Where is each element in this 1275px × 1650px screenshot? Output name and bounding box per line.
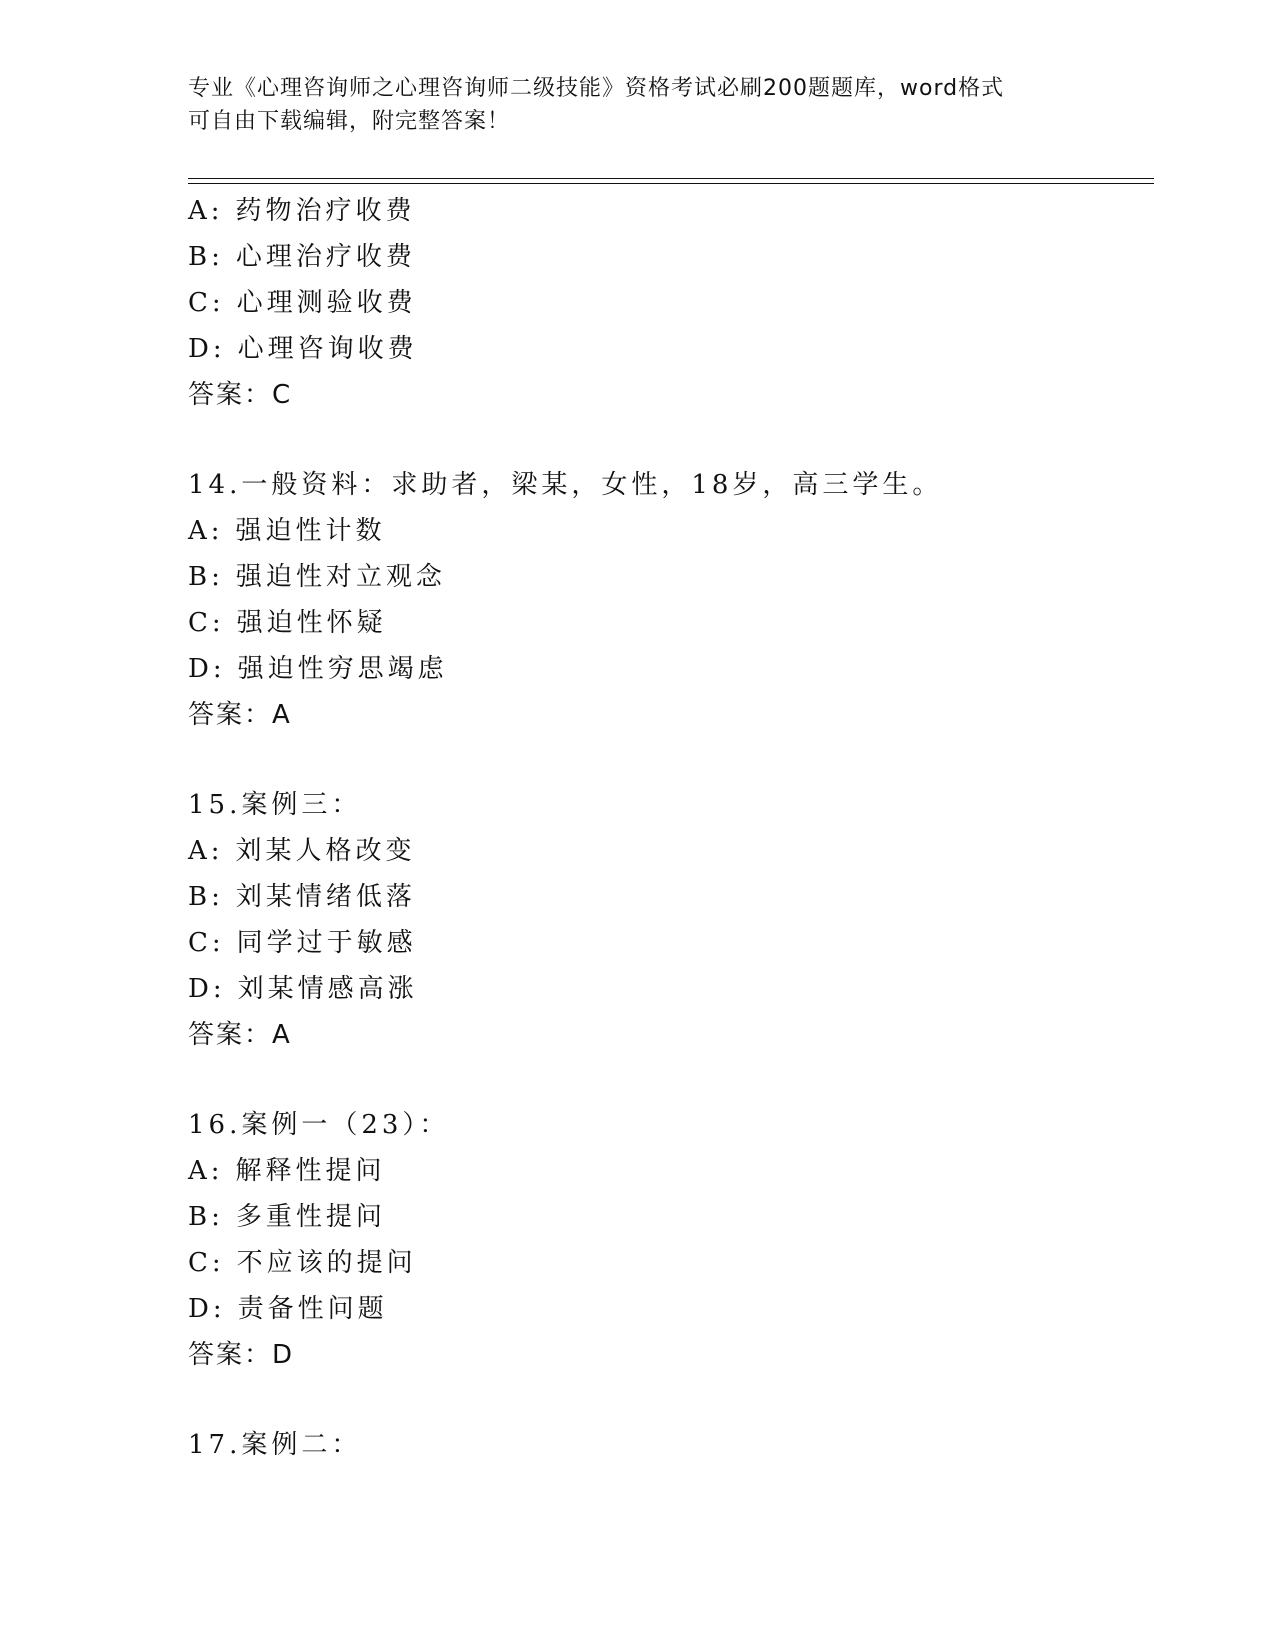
option-b [188,874,1148,920]
option-d [188,966,1148,1012]
option-a [188,1148,1148,1194]
option-a [188,828,1148,874]
question-title: 16.案例一（23）： [188,1110,450,1140]
question-16 [188,1102,1148,1378]
option-key: A: [188,836,224,866]
question-13 [188,188,1148,418]
header-line-2: 可自由下载编辑，附完整答案！ [188,109,511,134]
option-text: 药物治疗收费 [235,196,416,226]
option-b [188,554,1148,600]
option-key: B: [188,242,224,272]
question-title: 15.案例三： [188,790,362,820]
question-title: 14.一般资料：求助者，梁某，女性，18岁，高三学生。 [188,470,943,500]
document-header [188,72,1088,138]
option-a [188,188,1148,234]
option-c [188,920,1148,966]
header-divider-top [188,178,1154,179]
option-text: 强迫性计数 [235,516,386,546]
option-text: 同学过于敏感 [236,928,417,958]
header-line-1: 专业《心理咨询师之心理咨询师二级技能》资格考试必刷200题题库，word格式 [188,76,1005,101]
option-key: A: [188,1156,224,1186]
option-key: D: [188,974,226,1004]
question-15 [188,782,1148,1058]
question-17 [188,1422,1148,1468]
option-a [188,508,1148,554]
option-key: D: [188,334,226,364]
option-text: 强迫性对立观念 [235,562,446,592]
option-text: 刘某情绪低落 [235,882,416,912]
answer-line: 答案：A [188,1020,292,1050]
option-key: A: [188,196,224,226]
option-c [188,600,1148,646]
option-b [188,234,1148,280]
option-d [188,646,1148,692]
option-key: D: [188,654,226,684]
answer-line: 答案：D [188,1340,295,1370]
header-divider-bottom [188,183,1154,184]
option-text: 多重性提问 [235,1202,386,1232]
option-d [188,1286,1148,1332]
option-text: 心理咨询收费 [237,334,418,364]
option-text: 不应该的提问 [236,1248,417,1278]
option-d [188,326,1148,372]
question-14 [188,462,1148,738]
option-text: 责备性问题 [237,1294,388,1324]
question-title: 17.案例二： [188,1430,362,1460]
option-key: A: [188,516,224,546]
option-text: 强迫性怀疑 [236,608,387,638]
option-c [188,1240,1148,1286]
option-text: 解释性提问 [235,1156,386,1186]
answer-line: 答案：C [188,380,293,410]
option-text: 强迫性穷思竭虑 [237,654,448,684]
option-b [188,1194,1148,1240]
option-key: B: [188,1202,224,1232]
option-key: B: [188,882,224,912]
option-key: C: [188,288,225,318]
option-text: 刘某情感高涨 [237,974,418,1004]
option-key: D: [188,1294,226,1324]
option-text: 心理测验收费 [236,288,417,318]
answer-line: 答案：A [188,700,292,730]
option-key: C: [188,928,225,958]
option-text: 心理治疗收费 [235,242,416,272]
option-text: 刘某人格改变 [235,836,416,866]
option-key: C: [188,608,225,638]
question-list [188,188,1148,1512]
option-c [188,280,1148,326]
option-key: B: [188,562,224,592]
option-key: C: [188,1248,225,1278]
